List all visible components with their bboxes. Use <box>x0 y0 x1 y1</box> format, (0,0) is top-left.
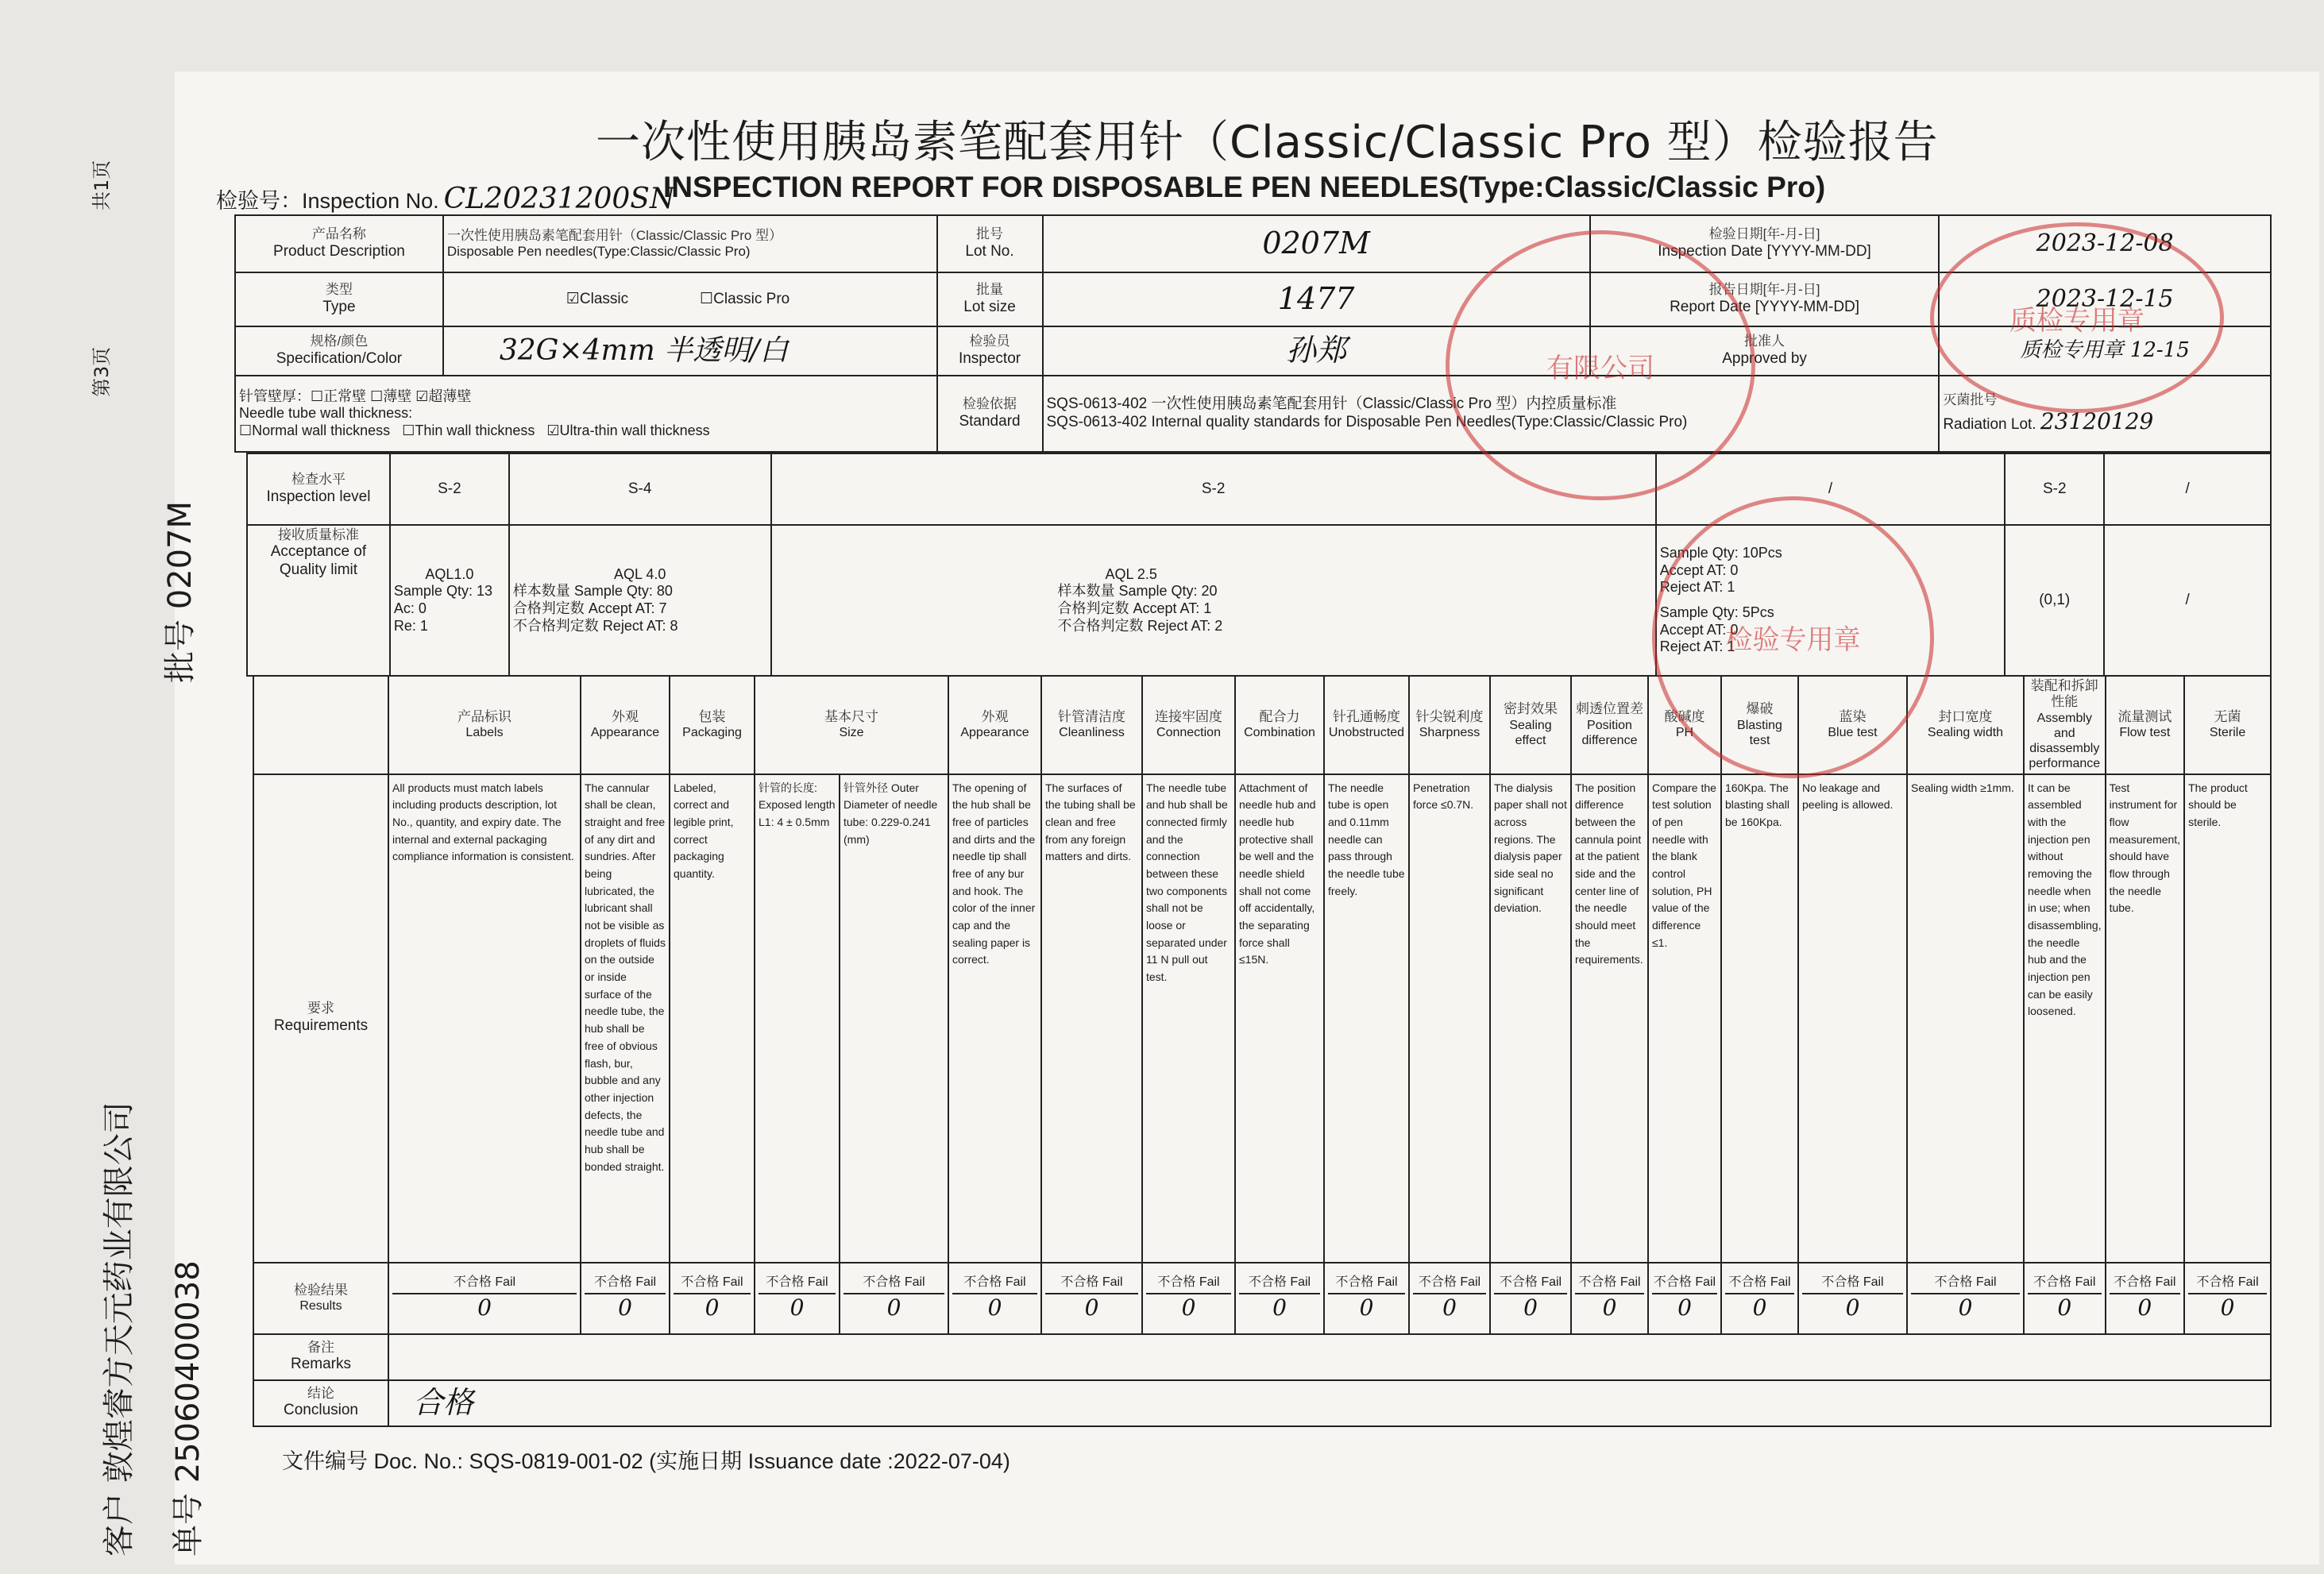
result-header: 不合格 Fail <box>1578 1275 1641 1290</box>
fail-count: 0 <box>1045 1293 1138 1321</box>
level-2: S-4 <box>509 453 771 525</box>
requirement-cell: The needle tube is open and 0.11mm needle can pass through the needle tube freely. <box>1324 774 1409 1263</box>
item-header: 酸碱度 PH <box>1648 676 1721 774</box>
total-pages: 共1页 <box>91 160 113 210</box>
fail-count: 0 <box>844 1293 944 1321</box>
level-6: / <box>2104 453 2271 525</box>
lot-label: 批号 Lot No. <box>937 215 1043 272</box>
result-header: 不合格 Fail <box>1335 1275 1398 1290</box>
fail-count: 0 <box>2188 1293 2267 1321</box>
aql-3: AQL 2.5 样本数量 Sample Qty: 20 合格判定数 Accept AT: 1 不合格判定数 Reject AT: 2 <box>771 525 1656 676</box>
item-header: 封口宽度 Sealing width <box>1907 676 2024 774</box>
requirement-cell: Sealing width ≥1mm. <box>1907 774 2024 1263</box>
result-header: 不合格 Fail <box>1728 1275 1791 1290</box>
result-cell <box>2184 1263 2271 1334</box>
fail-count: 0 <box>1146 1293 1231 1321</box>
standard-label: 检验依据 Standard <box>937 376 1043 452</box>
side-customer: 客户 敦煌睿方天元药业有限公司 <box>101 1101 137 1557</box>
aql-2: AQL 4.0 样本数量 Sample Qty: 80 合格判定数 Accept AT: 7 不合格判定数 Reject AT: 8 <box>509 525 771 676</box>
wall-thickness-cn: 针管壁厚：☐正常壁 ☐薄壁 ☑超薄壁 <box>239 388 472 404</box>
side-order-number: 单号 25060400038 <box>170 1260 207 1557</box>
wall-thickness-en: Needle tube wall thickness: <box>239 405 413 422</box>
fail-count: 0 <box>1652 1293 1717 1321</box>
requirements-label: 要求 Requirements <box>253 774 388 1263</box>
lotsize-label: 批量 Lot size <box>937 272 1043 326</box>
result-header: 不合格 Fail <box>1934 1275 1997 1290</box>
item-header: 基本尺寸 Size <box>755 676 948 774</box>
requirement-cell: Attachment of needle hub and needle hub protective shall be well and the needle shield shall not come off accidentally, the separating force shall ≤15N. <box>1235 774 1324 1263</box>
level-3: S-2 <box>771 453 1656 525</box>
item-header: 装配和拆卸性能 Assembly and disassembly performance <box>2024 676 2106 774</box>
item-header: 爆破 Blasting test <box>1721 676 1798 774</box>
radiation-lot: 灭菌批号 Radiation Lot. 23120129 <box>1939 376 2271 452</box>
report-date-label: 报告日期[年-月-日] Report Date [YYYY-MM-DD] <box>1590 272 1940 326</box>
requirement-cell: The cannular shall be clean, straight and free of any dirt and sundries. After being lubricated, the lubricant shall not be visible as droplets of fluids on the outside or inside surface of the needle tube, the hub shall be free of obvious flash, bur, bubble and any other injection defects, the needle tube and hub shall be bonded straight. <box>581 774 670 1263</box>
type-classic-pro-checkbox: ☐Classic Pro <box>700 290 790 307</box>
inspection-level-label: 检查水平 Inspection level <box>247 453 390 525</box>
fail-count: 0 <box>1328 1293 1405 1321</box>
item-header: 流量测试 Flow test <box>2106 676 2184 774</box>
result-cell <box>581 1263 670 1334</box>
result-header: 不合格 Fail <box>1499 1275 1562 1290</box>
requirement-cell: It can be assembled with the injection pen without removing the needle when in use; when disassembling, the needle hub and the injection pen can be easily loosened. <box>2024 774 2106 1263</box>
quality-inspection-stamp: 检验专用章 <box>1652 496 1934 778</box>
requirements-row <box>253 774 2271 1263</box>
result-header: 不合格 Fail <box>766 1275 828 1290</box>
result-header: 不合格 Fail <box>963 1275 1026 1290</box>
item-header: 蓝染 Blue test <box>1798 676 1907 774</box>
result-cell <box>840 1263 948 1334</box>
result-cell <box>755 1263 840 1334</box>
result-cell <box>1409 1263 1490 1334</box>
wall-ultra-thin-checkbox: ☑Ultra-thin wall thickness <box>546 422 710 438</box>
inspection-date-label: 检验日期[年-月-日] Inspection Date [YYYY-MM-DD] <box>1590 215 1940 272</box>
type-label: 类型 Type <box>235 272 443 326</box>
result-cell <box>2106 1263 2184 1334</box>
title-chinese: 一次性使用胰岛素笔配套用针（Classic/Classic Pro 型）检验报告 <box>596 117 1939 168</box>
item-header: 密封效果 Sealing effect <box>1490 676 1571 774</box>
side-batch-number: 批号 0207M <box>162 500 199 683</box>
requirement-cell: Test instrument for flow measurement, should have flow through the needle tube. <box>2106 774 2184 1263</box>
product-desc-value: 一次性使用胰岛素笔配套用针（Classic/Classic Pro 型） Disposable Pen needles(Type:Classic/Classic Pro) <box>443 215 937 272</box>
title-english: INSPECTION REPORT FOR DISPOSABLE PEN NEEDLES(Type:Classic/Classic Pro) <box>663 171 1826 203</box>
item-label-blank <box>253 676 388 774</box>
fail-count: 0 <box>2028 1293 2102 1321</box>
result-header: 不合格 Fail <box>681 1275 743 1290</box>
approved-label: 批准人 Approved by <box>1590 326 1940 376</box>
requirement-cell: Penetration force ≤0.7N. <box>1409 774 1490 1263</box>
fail-count: 0 <box>759 1293 836 1321</box>
requirement-cell: The product should be sterile. <box>2184 774 2271 1263</box>
requirement-cell: The needle tube and hub shall be connected firmly and the connection between these two components shall not be loose or separated under 11 N pull out test. <box>1142 774 1235 1263</box>
item-header: 针管清洁度 Cleanliness <box>1041 676 1142 774</box>
result-cell <box>670 1263 755 1334</box>
fail-count: 0 <box>1725 1293 1794 1321</box>
wall-thickness <box>235 376 937 452</box>
lotsize-value: 1477 <box>1043 272 1590 326</box>
result-header: 不合格 Fail <box>863 1275 925 1290</box>
type-options <box>443 272 937 326</box>
remarks-label: 备注 Remarks <box>253 1334 388 1380</box>
result-cell <box>1490 1263 1571 1334</box>
fail-count: 0 <box>1802 1293 1903 1321</box>
requirement-cell: The surfaces of the tubing shall be clean and free from any foreign matters and dirts. <box>1041 774 1142 1263</box>
inspector-signature: 孙郑 <box>1043 326 1590 376</box>
remarks-value <box>388 1334 2271 1380</box>
result-cell <box>1721 1263 1798 1334</box>
result-header: 不合格 Fail <box>1157 1275 1220 1290</box>
type-classic-checkbox: ☑Classic <box>566 290 629 307</box>
inspection-number-value: CL20231200SN <box>443 183 675 215</box>
requirement-cell: All products must match labels including products description, lot No., quantity, and expiry date. The internal and external packaging compliance information is consistent. <box>388 774 581 1263</box>
fail-count: 0 <box>1413 1293 1486 1321</box>
aql-7: / <box>2104 525 2271 676</box>
item-header: 刺透位置差 Position difference <box>1571 676 1648 774</box>
result-cell <box>1798 1263 1907 1334</box>
aql-6: (0,1) <box>2005 525 2104 676</box>
standard-value: SQS-0613-402 一次性使用胰岛素笔配套用针（Classic/Classic Pro 型）内控质量标准 SQS-0613-402 Internal quality standards for Disposable Pen Needles(Type:Classic/Classic Pro) <box>1043 376 1940 452</box>
approved-value: 质检专用章 12-15 <box>1939 326 2271 376</box>
inspection-date-value: 2023-12-08 <box>1939 215 2271 272</box>
inspection-number <box>216 183 674 215</box>
result-header: 不合格 Fail <box>453 1275 516 1290</box>
results-row <box>253 1263 2271 1334</box>
result-header: 不合格 Fail <box>593 1275 657 1290</box>
item-header: 产品标识 Labels <box>388 676 581 774</box>
radiation-lot-value: 23120129 <box>2040 408 2154 435</box>
item-header: 包装 Packaging <box>670 676 755 774</box>
inspection-number-label: 检验号：Inspection No. <box>216 189 439 213</box>
item-header: 配合力 Combination <box>1235 676 1324 774</box>
requirement-cell: The position difference between the cannula point at the patient side and the center line of the needle should meet the requirements. <box>1571 774 1648 1263</box>
result-header: 不合格 Fail <box>2196 1275 2259 1290</box>
aql-4: Sample Qty: 10Pcs Accept AT: 0 Reject AT: 1 Sample Qty: 5Pcs Accept AT: 0 Reject AT: 1 <box>1656 525 2006 676</box>
spec-value: 32G×4mm 半透明/白 <box>443 326 937 376</box>
product-desc-label: 产品名称 Product Description <box>235 215 443 272</box>
result-header: 不合格 Fail <box>1418 1275 1481 1290</box>
result-cell <box>2024 1263 2106 1334</box>
page-number: 第3页 <box>91 346 113 397</box>
aql-1: AQL1.0 Sample Qty: 13 Ac: 0 Re: 1 <box>390 525 509 676</box>
spec-label: 规格/颜色 Specification/Color <box>235 326 443 376</box>
fail-count: 0 <box>952 1293 1037 1321</box>
fail-count: 0 <box>1575 1293 1644 1321</box>
inspector-label: 检验员 Inspector <box>937 326 1043 376</box>
result-header: 不合格 Fail <box>2114 1275 2176 1290</box>
fail-count: 0 <box>1494 1293 1567 1321</box>
result-header: 不合格 Fail <box>1248 1275 1311 1290</box>
result-cell <box>1324 1263 1409 1334</box>
requirement-cell: No leakage and peeling is allowed. <box>1798 774 1907 1263</box>
aql-label: 接收质量标准 Acceptance of Quality limit <box>247 525 390 676</box>
result-cell <box>1142 1263 1235 1334</box>
item-header: 针孔通畅度 Unobstructed <box>1324 676 1409 774</box>
conclusion-label: 结论 Conclusion <box>253 1380 388 1426</box>
item-header: 连接牢固度 Connection <box>1142 676 1235 774</box>
result-cell <box>1235 1263 1324 1334</box>
fail-count: 0 <box>392 1293 577 1321</box>
requirement-cell: The opening of the hub shall be free of particles and dirts and the needle tip shall free of any bur and hook. The color of the inner cap and the sealing paper is correct. <box>948 774 1041 1263</box>
wall-normal-checkbox: ☐Normal wall thickness <box>239 422 391 438</box>
requirement-cell: The dialysis paper shall not across regions. The dialysis paper side seal no significant deviation. <box>1490 774 1571 1263</box>
result-header: 不合格 Fail <box>1060 1275 1123 1290</box>
wall-thin-checkbox: ☐Thin wall thickness <box>402 422 535 438</box>
requirement-cell: Compare the test solution of pen needle with the blank control solution, PH value of the difference ≤1. <box>1648 774 1721 1263</box>
fail-count: 0 <box>2110 1293 2180 1321</box>
company-stamp-top-center: 有限公司 <box>1446 230 1755 500</box>
level-4: / <box>1656 453 2006 525</box>
aql-table <box>246 453 2272 677</box>
item-header-row <box>253 676 2271 774</box>
result-cell <box>948 1263 1041 1334</box>
fail-count: 0 <box>1239 1293 1320 1321</box>
requirement-cell: 针管外径 Outer Diameter of needle tube: 0.229-0.241 (mm) <box>840 774 948 1263</box>
level-1: S-2 <box>390 453 509 525</box>
document-number: 文件编号 Doc. No.: SQS-0819-001-02 (实施日期 Issuance date :2022-07-04) <box>282 1449 1010 1473</box>
results-label: 检验结果 Results <box>253 1263 388 1334</box>
result-cell <box>388 1263 581 1334</box>
result-cell <box>1571 1263 1648 1334</box>
result-cell <box>1648 1263 1721 1334</box>
result-header: 不合格 Fail <box>1821 1275 1884 1290</box>
result-header: 不合格 Fail <box>2033 1275 2096 1290</box>
requirement-cell: 针管的长度: Exposed length L1: 4 ± 0.5mm <box>755 774 840 1263</box>
requirement-cell: 160Kpa. The blasting shall be 160Kpa. <box>1721 774 1798 1263</box>
result-cell <box>1041 1263 1142 1334</box>
item-header: 无菌 Sterile <box>2184 676 2271 774</box>
lot-value: 0207M <box>1043 215 1590 272</box>
company-stamp-top-right: 质检专用章 <box>1930 222 2224 413</box>
item-header: 外观 Appearance <box>581 676 670 774</box>
item-header: 针尖锐利度 Sharpness <box>1409 676 1490 774</box>
item-header: 外观 Appearance <box>948 676 1041 774</box>
level-5: S-2 <box>2005 453 2104 525</box>
fail-count: 0 <box>1911 1293 2020 1321</box>
result-header: 不合格 Fail <box>1653 1275 1716 1290</box>
requirement-cell: Labeled, correct and legible print, correct packaging quantity. <box>670 774 755 1263</box>
fail-count: 0 <box>585 1293 666 1321</box>
fail-count: 0 <box>674 1293 751 1321</box>
report-date-value: 2023-12-15 <box>1939 272 2271 326</box>
inspection-items-table <box>253 675 2272 1427</box>
conclusion-value: 合格 <box>388 1380 2271 1426</box>
result-cell <box>1907 1263 2024 1334</box>
